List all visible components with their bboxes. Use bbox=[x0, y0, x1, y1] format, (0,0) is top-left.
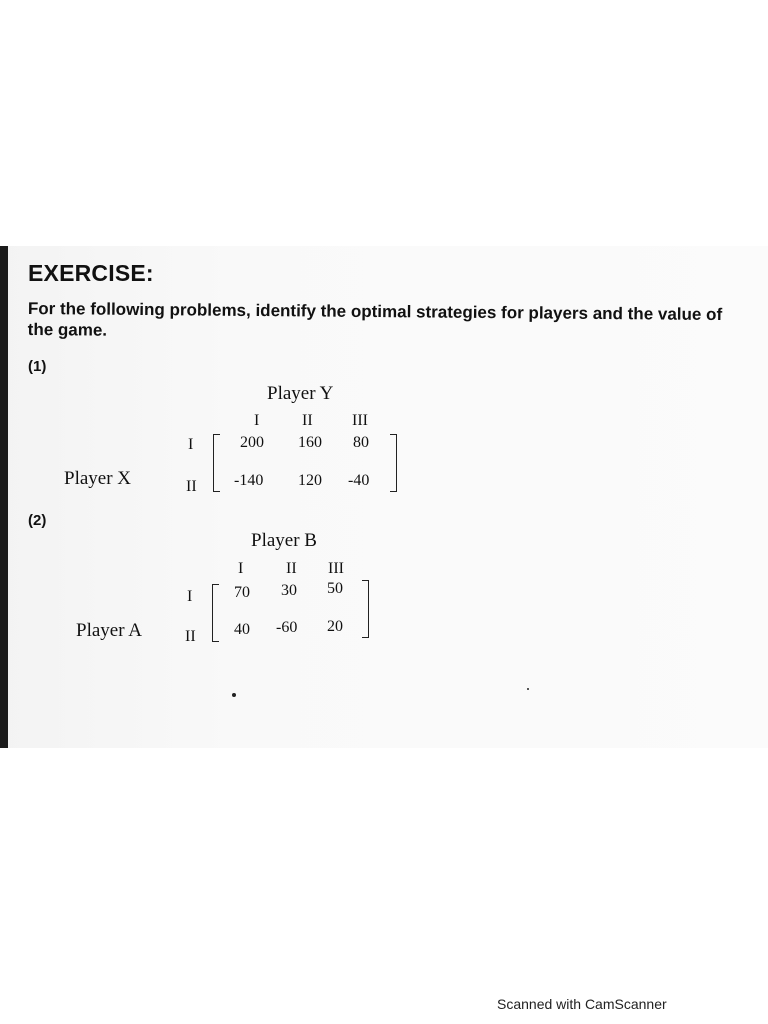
problem-2-col-strategy-1: I bbox=[238, 560, 244, 577]
problem-2-cell-2-1: 40 bbox=[234, 621, 250, 638]
problem-1-col-strategy-3: III bbox=[352, 412, 368, 429]
problem-2-row-strategy-1: I bbox=[187, 588, 193, 605]
problem-2-cell-1-1: 70 bbox=[234, 584, 250, 601]
problem-1-matrix-right-bracket bbox=[390, 434, 397, 492]
problem-2-label: (2) bbox=[28, 512, 47, 529]
problem-1-cell-1-1: 200 bbox=[240, 434, 264, 451]
problem-2-column-player: Player B bbox=[251, 530, 317, 551]
problem-1-matrix-left-bracket bbox=[213, 434, 220, 492]
scan-speck bbox=[232, 693, 236, 697]
problem-2-cell-1-3: 50 bbox=[327, 580, 343, 597]
problem-2-matrix-left-bracket bbox=[212, 584, 219, 642]
problem-1-label: (1) bbox=[28, 358, 47, 375]
problem-2-matrix-right-bracket bbox=[362, 580, 369, 638]
problem-1-cell-1-2: 160 bbox=[298, 434, 322, 451]
problem-2-cell-2-3: 20 bbox=[327, 618, 343, 635]
scan-speck bbox=[527, 688, 529, 690]
exercise-heading: EXERCISE: bbox=[28, 260, 154, 286]
problem-2-cell-2-2: -60 bbox=[276, 619, 298, 636]
problem-1-cell-2-2: 120 bbox=[298, 472, 322, 489]
problem-1-row-strategy-2: II bbox=[186, 478, 197, 495]
problem-2-col-strategy-2: II bbox=[286, 560, 297, 577]
exercise-instructions: For the following problems, identify the optimal strategies for players and the value of the game. bbox=[27, 298, 723, 340]
problem-1-col-strategy-2: II bbox=[302, 412, 313, 429]
problem-2-row-strategy-2: II bbox=[185, 628, 196, 645]
problem-1-col-strategy-1: I bbox=[254, 412, 260, 429]
problem-1-column-player: Player Y bbox=[267, 383, 334, 404]
problem-2-cell-1-2: 30 bbox=[281, 582, 297, 599]
scanner-watermark: Scanned with CamScanner bbox=[497, 996, 667, 1012]
problem-1-row-player: Player X bbox=[64, 468, 132, 489]
problem-2-col-strategy-3: III bbox=[328, 560, 344, 577]
problem-1-cell-2-3: -40 bbox=[348, 472, 370, 489]
problem-2-row-player: Player A bbox=[76, 620, 142, 641]
problem-1-cell-2-1: -140 bbox=[234, 472, 264, 489]
problem-1-row-strategy-1: I bbox=[188, 436, 194, 453]
problem-1-cell-1-3: 80 bbox=[353, 434, 369, 451]
scanned-page bbox=[0, 246, 768, 748]
page-edge-shadow bbox=[0, 246, 8, 748]
